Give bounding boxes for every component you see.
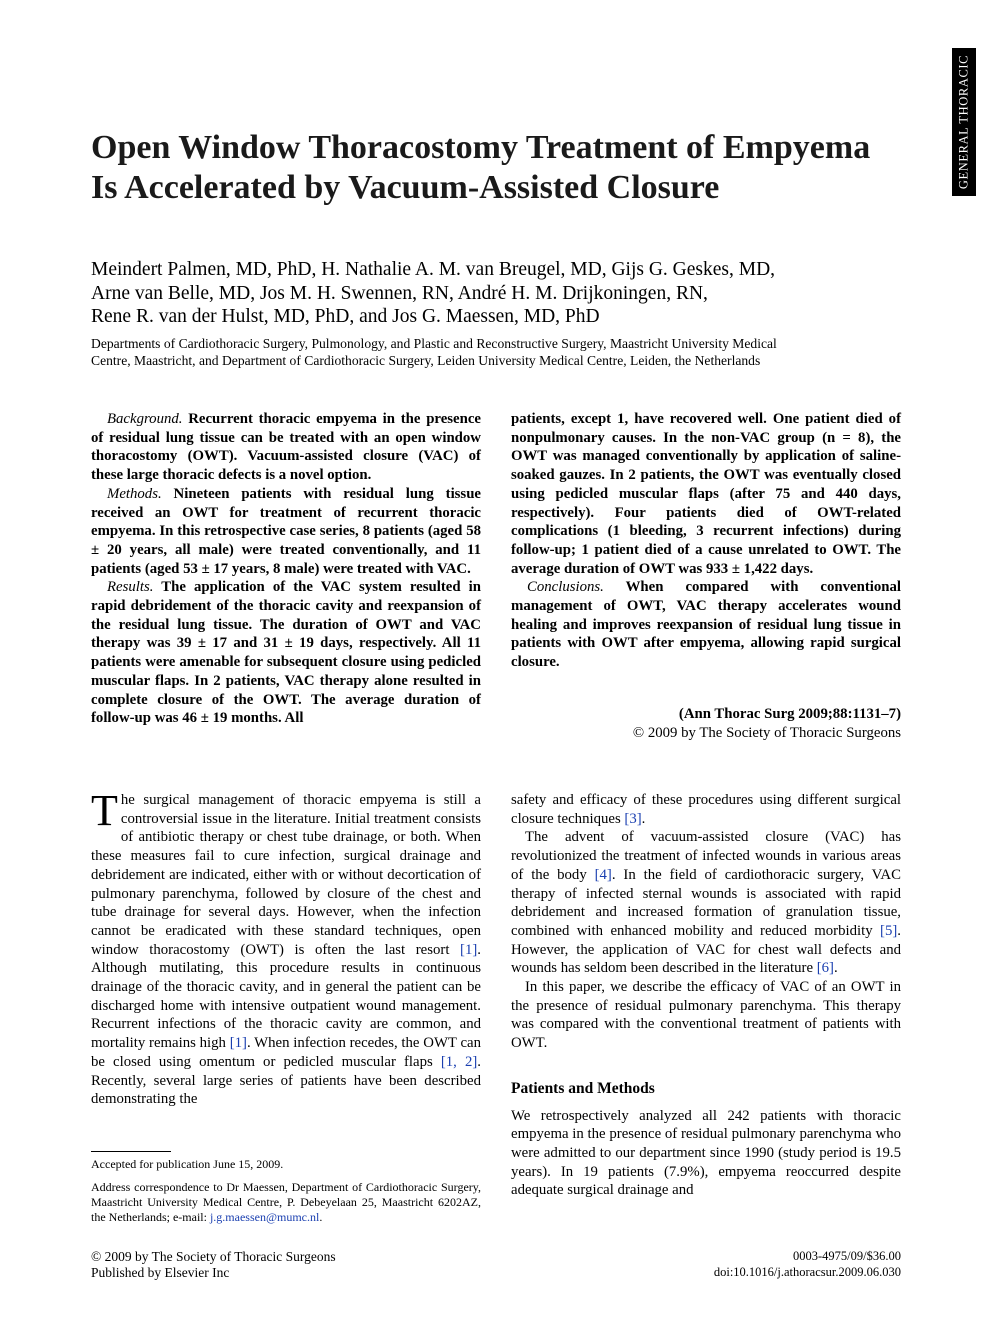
footnote-accepted: Accepted for publication June 15, 2009. — [91, 1157, 284, 1171]
affiliation-line: Departments of Cardiothoracic Surgery, Pulmonology, and Plastic and Reconstructive Surgery, Maastricht University Medical — [91, 336, 777, 351]
reference-link[interactable]: [6] — [816, 960, 834, 977]
abstract-results-cont: patients, except 1, have recovered well. One patient died of nonpulmonary causes. In the non-VAC group (n = 8), the OWT was managed conventionally by application of saline-soaked gauzes. In 2 patients, the OWT was eventually closed using pedicled muscular flaps (after 75 and 440 days, respectively). Four patients died of OWT-related complications (1 bleeding, 3 recurrent infections) during follow-up; 1 patient died of a cause unrelated to OWT. The average duration of OWT was 933 ± 1,422 days. — [511, 411, 901, 577]
abstract-heading: Results. — [107, 579, 154, 596]
abstract-heading: Background. — [107, 411, 183, 427]
reference-link[interactable]: [1] — [229, 1035, 247, 1052]
footnote-divider — [91, 1151, 171, 1152]
body-left-column — [91, 786, 481, 1109]
abstract-heading: Methods. — [107, 485, 162, 502]
reference-link[interactable]: [1, 2] — [440, 1053, 478, 1070]
footer-identifiers — [600, 1249, 901, 1281]
paragraph: We retrospectively analyzed all 242 patients with thoracic empyema in the presence of residual pulmonary parenchyma who were admitted to our department since 1990 (study period is 19.5 years). In 19 patients (7.9%), empyema reoccurred despite adequate surgical drainage and — [511, 1107, 901, 1199]
abstract-methods: Methods. Nineteen patients with residual lung tissue received an OWT for treatment of recurrent thoracic empyema. In this retrospective case series, 8 patients (aged 58 ± 20 years, all male) were treated conventionally, and 11 patients (aged 53 ± 17 years, 8 male) were treated with VAC. — [91, 485, 481, 577]
paragraph: In this paper, we describe the efficacy of VAC of an OWT in the presence of residual pulmonary parenchyma. This therapy was compared with the conventional treatment of patients with OWT. — [511, 979, 901, 1052]
author-line: Meindert Palmen, MD, PhD, H. Nathalie A. M. van Breugel, MD, Gijs G. Geskes, MD, — [91, 259, 776, 280]
reference-link[interactable]: [4] — [594, 866, 612, 883]
footer-publisher — [91, 1249, 336, 1281]
section-heading: Patients and Methods — [511, 1079, 655, 1097]
affiliation-line: Centre, Maastricht, and Department of Cardiothoracic Surgery, Leiden University Medical Centre, Leiden, the Netherlands — [91, 353, 761, 368]
reference-link[interactable]: [1] — [460, 941, 478, 958]
footnote-address: Address correspondence to Dr Maessen, Department of Cardiothoracic Surgery, Maastricht University Medical Centre, P. Debeyelaan 25, Maastricht 6202AZ, the Netherlands; e-mail: j.g.maessen@mumc.nl. — [91, 1180, 481, 1225]
author-line: Arne van Belle, MD, Jos M. H. Swennen, RN, André H. M. Drijkoningen, RN, — [91, 282, 708, 304]
email-link[interactable]: j.g.maessen@mumc.nl — [209, 1210, 320, 1225]
author-line: Rene R. van der Hulst, MD, PhD, and Jos G. Maessen, MD, PhD — [91, 306, 600, 327]
section-tab-label: GENERAL THORACIC — [956, 54, 971, 190]
paragraph: The advent of vacuum-assisted closure (VAC) has revolutionized the treatment of infected wounds in various areas of the body [4]. In the field of cardiothoracic surgery, VAC therapy of infected sternal wounds is associated with rapid debridement and increased formation of granulation tissue, combined with enhanced mobility and reduced morbidity [5]. However, the application of VAC for chest wall defects and wounds has seldom been described in the literature [6]. — [511, 829, 901, 977]
abstract-conclusions: Conclusions. When compared with conventional management of OWT, VAC therapy accelerates wound healing and improves reexpansion of residual lung tissue in patients with OWT after empyema, allowing rapid surgical closure. — [511, 579, 901, 671]
footer-publisher-name: Published by Elsevier Inc — [91, 1264, 230, 1280]
body-right-column — [511, 791, 901, 1200]
author-list — [91, 258, 911, 329]
footer-copyright: © 2009 by The Society of Thoracic Surgeons — [91, 1249, 336, 1264]
paragraph: safety and efficacy of these procedures using different surgical closure techniques [3]. — [511, 792, 901, 827]
citation-block — [511, 705, 901, 742]
footer-issn: 0003-4975/09/$36.00 — [793, 1249, 901, 1263]
reference-link[interactable]: [5] — [880, 922, 898, 939]
affiliations — [91, 335, 891, 369]
drop-cap: T — [91, 786, 118, 835]
abstract-background: Background. Recurrent thoracic empyema in the presence of residual lung tissue can be treated with an open window thoracostomy (OWT). Vacuum-assisted closure (VAC) of these large thoracic defects is a novel option. — [91, 411, 481, 484]
article-title: Open Window Thoracostomy Treatment of Empyema Is Accelerated by Vacuum-Assisted Closure — [91, 129, 871, 206]
abstract-results: Results. The application of the VAC system resulted in rapid debridement of the thoracic cavity and reexpansion of the residual lung tissue. The duration of OWT and VAC therapy was 39 ± 17 and 31 ± 19 days, respectively. All 11 patients were amenable for subsequent closure using pedicled muscular flaps. In 2 patients, VAC therapy alone resulted in complete closure of the OWT. The average duration of follow-up was 46 ± 19 months. All — [91, 579, 481, 727]
abstract-copyright: © 2009 by The Society of Thoracic Surgeons — [632, 724, 901, 741]
abstract-left — [91, 410, 481, 728]
journal-citation: (Ann Thorac Surg 2009;88:1131–7) — [678, 706, 901, 722]
abstract-right — [511, 410, 901, 672]
reference-link[interactable]: [3] — [624, 810, 642, 827]
abstract-heading: Conclusions. — [527, 579, 604, 596]
section-tab — [952, 48, 976, 196]
footer-doi: doi:10.1016/j.athoracsur.2009.06.030 — [713, 1264, 901, 1279]
intro-paragraph: The surgical management of thoracic empyema is still a controversial issue in the literature. Initial treatment consists of antibiotic therapy or chest tube drainage, or both. When these measures fail to cure infection, surgical drainage and debridement are indicated, either with or without decortication of pulmonary parenchyma, followed by closure of the chest and tube drainage for several days. However, when the infection cannot be eradicated with these standard techniques, open window thoracostomy (OWT) is often the last resort [1]. Although mutilating, this procedure results in continuous drainage of the thoracic cavity, and in general the patient can be discharged home with intensive outpatient wound management. Recurrent infections of the thoracic cavity are common, and mortality remains high [1]. When infection recedes, the OWT can be closed using omentum or pedicled muscular flaps [1, 2]. Recently, several large series of patients have been described demonstrating the — [91, 786, 481, 1108]
